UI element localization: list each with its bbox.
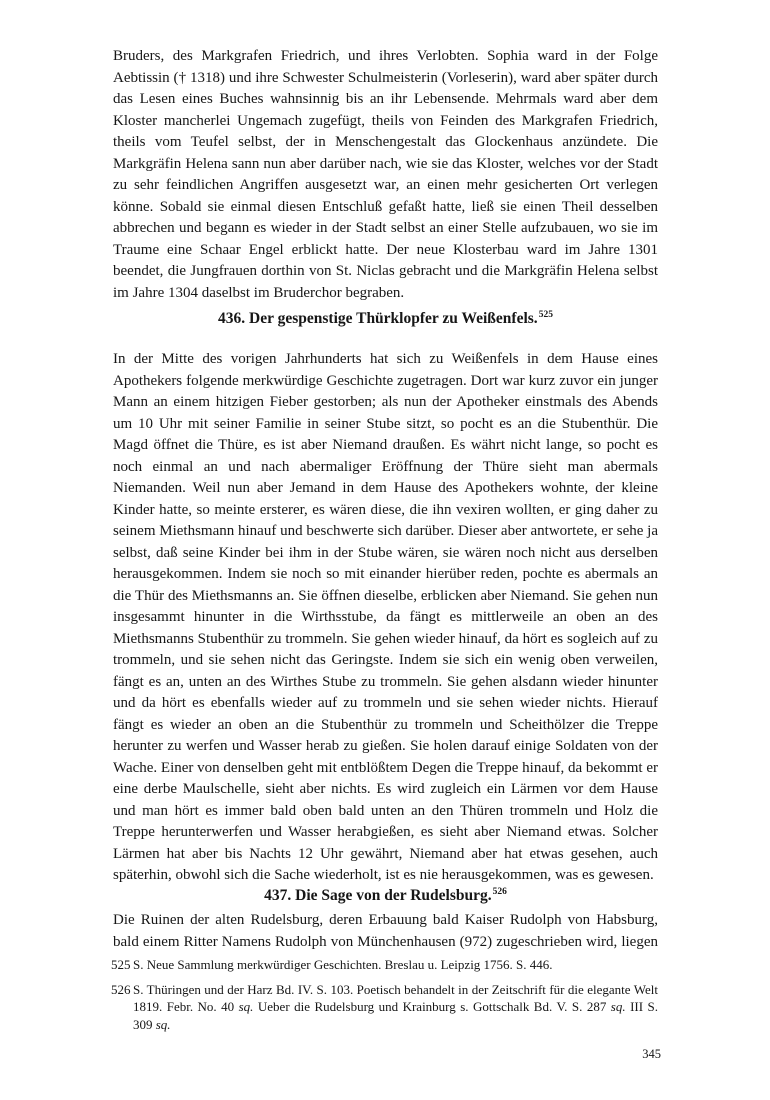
- footnote-525: [111, 956, 658, 974]
- section-436-body-container: [113, 349, 658, 887]
- footnote-ref-525: 525: [538, 309, 553, 320]
- footnotes-block: [111, 956, 658, 1040]
- section-437-body: Die Ruinen der alten Rudelsburg, deren Erbauung bald Kaiser Rudolph von Habsburg, bald einem Ritter Namens Rudolph von Münchenhausen (972) zugeschrieben wird, liegen: [113, 912, 658, 950]
- section-437-heading-text: 437. Die Sage von der Rudelsburg.: [264, 887, 492, 904]
- section-437-heading-row: [113, 886, 658, 906]
- footnote-525-number: 525: [111, 957, 131, 972]
- section-436-heading-row: [113, 309, 658, 329]
- footnote-525-text: S. Neue Sammlung merkwürdiger Geschichten. Breslau u. Leipzig 1756. S. 446.: [133, 957, 553, 972]
- section-436-body: In der Mitte des vorigen Jahrhunderts hat sich zu Weißenfels in dem Hause eines Apothekers folgende merkwürdige Geschichte zugetragen. Dort war kurz zuvor ein junger Mann an einem hitzigen Fieber gestorben; als nun der Apotheker einstmals des Abends um 10 Uhr mit seiner Familie in seiner Stube sitzt, so pocht es an die Stubenthür. Die Magd öffnet die Thüre, es ist aber Niemand draußen. Es währt nicht lange, so pocht es noch einmal an und nach abermaliger Eröffnung der Thüre sieht man abermals Niemanden. Weil nun aber Jemand in dem Hause des Apothekers wohnte, der kleine Kinder hatte, so meinte ersterer, es wären diese, die ihn vexiren wollten, er ging daher zu seinem Miethsmann hinauf und beschwerte sich darüber. Dieser aber antwortete, er sehe ja selbst, daß seine Kinder bei ihm in der Stube wären, sie wären noch nicht aus derselben herausgekommen. Indem sie noch so mit einander hierüber reden, pochte es abermals an die Thür des Miethsmanns an. Sie öffnen dieselbe, erblicken aber Niemand. Sie gehen nun insgesammt hinunter in die Wirthsstube, da fängt es mittlerweile an oben an des Miethsmanns Stubenthür zu trommeln. Sie gehen wieder hinauf, da hört es sogleich auf zu trommeln, und sie sehen nicht das Geringste. Indem sie sich ein wenig oben verweilen, fängt es an, unten an des Wirthes Stube zu trommeln. Sie gehen alsdann wieder hinunter und da hört es ebenfalls wieder auf zu trommeln und sie sehen wieder nichts. Hierauf fängt es wieder an oben an die Stubenthür zu trommeln und Scheithölzer die Treppe herunter zu werfen und Wasser herab zu gießen. Sie holen darauf einige Soldaten von der Wache. Einer von denselben geht mit entblößtem Degen die Treppe hinauf, da bekommt er eine derbe Maulschelle, sieht aber nichts. Es wird zugleich ein Lärmen vor dem Hause und man hört es immer bald oben bald unten an den Thüren trommeln und Holz die Treppe herunterwerfen und Wasser herabgießen, es sieht aber Niemand etwas. Solcher Lärmen hat aber bis Nachts 12 Uhr gewährt, Niemand aber hat etwas gesehen, auch späterhin, obwohl sich die Sache wiederholt, ist es nie herausgekommen, was es gewesen.: [113, 351, 658, 883]
- section-436-heading: [113, 309, 658, 329]
- footnote-ref-526: 526: [492, 886, 507, 897]
- section-437-body-container: [113, 910, 658, 953]
- page-number: 345: [642, 1047, 661, 1061]
- continuation-paragraph-container: [113, 46, 658, 304]
- section-436-heading-text: 436. Der gespenstige Thürklopfer zu Weißenfels.: [218, 310, 538, 327]
- footnote-526-text: S. Thüringen und der Harz Bd. IV. S. 103. Poetisch behandelt in der Zeitschrift für die elegante Welt 1819. Febr. No. 40 sq. Ueber die Rudelsburg und Krainburg s. Gottschalk Bd. V. S. 287 sq. III S. 309 sq.: [133, 981, 659, 1032]
- footnote-526-number: 526: [111, 981, 131, 997]
- footnote-526: [111, 981, 658, 1034]
- continuation-paragraph: Bruders, des Markgrafen Friedrich, und ihres Verlobten. Sophia ward in der Folge Aebtissin († 1318) und ihre Schwester Schulmeisterin (Vorleserin), ward aber später durch das Lesen eines Buches wahnsinnig bis an ihr Lebensende. Mehrmals ward aber dem Kloster mancherlei Ungemach zugefügt, theils von Feinden des Markgrafen Friedrich, theils vom Teufel selbst, der in Menschengestalt das Glockenhaus anzündete. Die Markgräfin Helena sann nun aber darüber nach, wie sie das Kloster, welches vor der Stadt zu sehr feindlichen Angriffen ausgesetzt war, an einen mehr gesicherten Ort verlegen könne. Sobald sie einmal diesen Entschluß gefaßt hatte, ließ sie einen Theil desselben abbrechen und begann es wieder in der Stadt selbst an einer Stelle aufzubauen, wo sie im Traume eine Schaar Engel erblickt hatte. Der neue Klosterbau ward im Jahre 1301 beendet, die Jungfrauen dorthin von St. Niclas gebracht und die Markgräfin Helena selbst im Jahre 1304 daselbst im Bruderchor begraben.: [113, 48, 658, 301]
- section-437-heading: [113, 886, 658, 906]
